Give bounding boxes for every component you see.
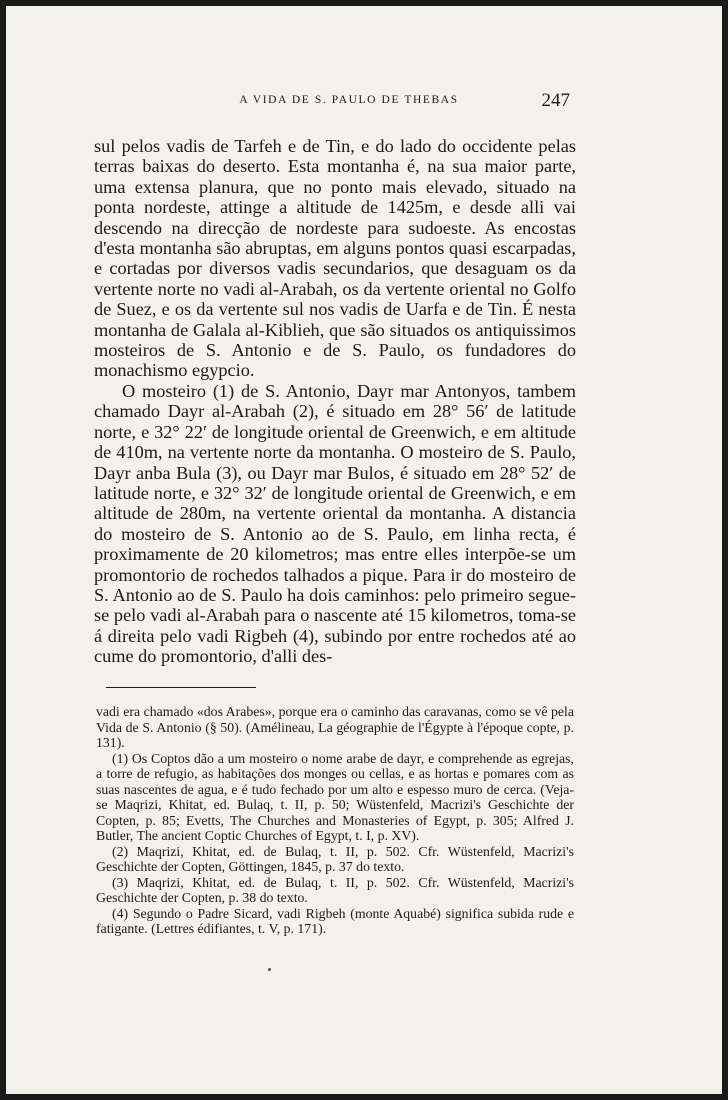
footnote: (4) Segundo o Padre Sicard, vadi Rigbeh (monte Aquabé) significa subida rude e fatigante. (Lettres édifiantes, t. V, p. 171). [96,905,574,936]
footnote: (3) Maqrizi, Khitat, ed. de Bulaq, t. II, p. 502. Cfr. Wüstenfeld, Macrizi's Geschichte der Copten, p. 38 do texto. [96,874,574,905]
footnote-divider [106,687,256,688]
ink-speck [268,968,271,971]
page-number: 247 [541,90,570,111]
main-text [94,136,576,667]
footnote: (2) Maqrizi, Khitat, ed. de Bulaq, t. II, p. 502. Cfr. Wüstenfeld, Macrizi's Geschichte der Copten, Göttingen, 1845, p. 37 do texto. [96,843,574,874]
book-page [6,6,722,1094]
page-header [6,90,722,114]
footnotes [96,704,574,937]
footnote-continuation: vadi era chamado «dos Arabes», porque era o caminho das caravanas, como se vê pela Vida de S. Antonio (§ 50). (Amélineau, La géographie de l'Égypte à l'époque copte, p. 131). [96,704,574,750]
paragraph: sul pelos vadis de Tarfeh e de Tin, e do lado do occidente pelas terras baixas do deserto. Esta montanha é, na sua maior parte, uma extensa planura, que no ponto mais elevado, situado na ponta nordeste, attinge a altitude de 1425m, e desde alli vai descendo na direcção de nordeste para sudoeste. As encostas d'esta montanha são abruptas, em alguns pontos quasi escarpadas, e cortadas por diversos vadis secundarios, que desaguam os da vertente norte no vadi al-Arabah, os da vertente oriental no Golfo de Suez, e os da vertente sul nos vadis de Uarfa e de Tin. É nesta montanha de Galala al-Kiblieh, que são situados os antiquissimos mosteiros de S. Antonio e de S. Paulo, os fundadores do monachismo egypcio. [94,136,576,381]
paragraph: O mosteiro (1) de S. Antonio, Dayr mar Antonyos, tambem chamado Dayr al-Arabah (2), é situado em 28° 56′ de latitude norte, e 32° 22′ de longitude oriental de Greenwich, e em altitude de 410m, na vertente norte da montanha. O mosteiro de S. Paulo, Dayr anba Bula (3), ou Dayr mar Bulos, é situado em 28° 52′ de latitude norte, e 32° 32′ de longitude oriental de Greenwich, e em altitude de 280m, na vertente oriental da montanha. A distancia do mosteiro de S. Antonio ao de S. Paulo, em linha recta, é proximamente de 20 kilometros; mas entre elles interpõe-se um promontorio de rochedos talhados a pique. Para ir do mosteiro de S. Antonio ao de S. Paulo ha dois caminhos: pelo primeiro segue-se pelo vadi al-Arabah para o nascente até 15 kilometros, toma-se á direita pelo vadi Rigbeh (4), subindo por entre rochedos até ao cume do promontorio, d'alli des- [94,380,576,667]
running-title: A VIDA DE S. PAULO DE THEBAS [239,94,459,106]
footnote: (1) Os Coptos dão a um mosteiro o nome arabe de dayr, e comprehende as egrejas, a torre de refugio, as habitações dos monges ou cellas, e as hortas e pomares com as suas nascentes de agua, e é tudo fechado por um alto e espesso muro de cerca. (Veja-se Maqrizi, Khitat, ed. Bulaq, t. II, p. 50; Wüstenfeld, Macrizi's Geschichte der Copten, p. 85; Evetts, The Churches and Monasteries of Egypt, p. 305; Alfred J. Butler, The ancient Coptic Churches of Egypt, t. I, p. XV). [96,750,574,843]
